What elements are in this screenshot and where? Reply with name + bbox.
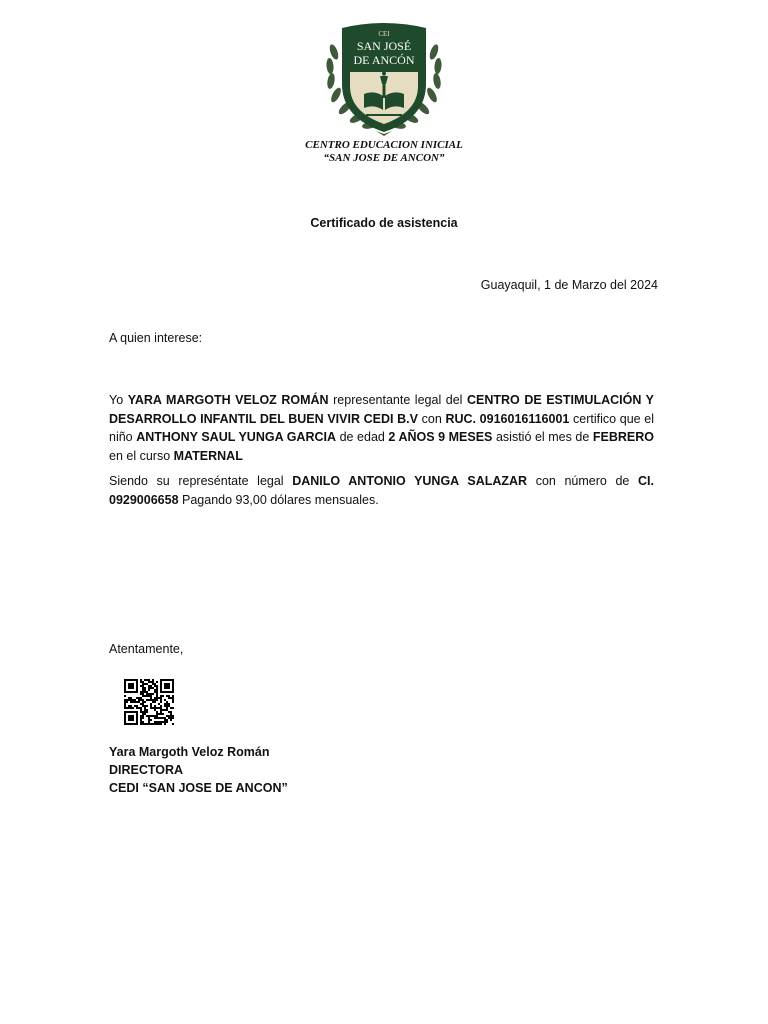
qr-module — [144, 691, 146, 693]
qr-module — [158, 697, 160, 699]
qr-module — [148, 699, 150, 701]
signatory-name: Yara Margoth Veloz Román — [109, 745, 270, 759]
qr-module — [156, 723, 158, 725]
qr-module — [140, 711, 142, 713]
qr-module — [156, 713, 158, 715]
qr-module — [126, 701, 128, 703]
text-run: Yo — [109, 393, 128, 407]
qr-module — [146, 699, 148, 701]
qr-module — [144, 709, 146, 711]
qr-module — [166, 709, 168, 711]
qr-module — [146, 709, 148, 711]
qr-module — [124, 695, 126, 697]
qr-module — [168, 697, 170, 699]
qr-module — [140, 723, 142, 725]
qr-module — [168, 711, 170, 713]
qr-module — [140, 697, 142, 699]
qr-module — [154, 707, 156, 709]
qr-module — [166, 715, 168, 717]
qr-module — [148, 679, 150, 681]
qr-module — [166, 695, 168, 697]
qr-module — [160, 701, 162, 703]
qr-module — [172, 697, 174, 699]
qr-module — [154, 689, 156, 691]
qr-module — [140, 681, 142, 683]
qr-module — [148, 715, 150, 717]
qr-module — [168, 703, 170, 705]
qr-module — [142, 683, 144, 685]
qr-module — [164, 719, 166, 721]
qr-module — [148, 719, 150, 721]
qr-module — [130, 707, 132, 709]
qr-module — [152, 699, 154, 701]
qr-module — [152, 707, 154, 709]
qr-module — [172, 695, 174, 697]
qr-module — [126, 699, 128, 701]
qr-module — [172, 707, 174, 709]
qr-module — [160, 695, 162, 697]
qr-module — [148, 687, 150, 689]
qr-module — [128, 705, 130, 707]
qr-module — [158, 717, 160, 719]
qr-finder — [128, 683, 134, 689]
qr-module — [156, 721, 158, 723]
qr-module — [144, 705, 146, 707]
qr-module — [170, 711, 172, 713]
school-name-line-1: CENTRO EDUCACION INICIAL — [305, 139, 463, 151]
qr-module — [142, 715, 144, 717]
qr-module — [160, 709, 162, 711]
qr-module — [130, 697, 132, 699]
text-run: en el curso — [109, 448, 174, 463]
qr-module — [144, 679, 146, 681]
qr-module — [150, 703, 152, 705]
qr-module — [140, 685, 142, 687]
qr-module — [142, 721, 144, 723]
qr-module — [138, 697, 140, 699]
qr-module — [168, 705, 170, 707]
qr-module — [142, 693, 144, 695]
qr-module — [134, 701, 136, 703]
qr-module — [144, 683, 146, 685]
certification-paragraph — [109, 391, 654, 465]
qr-module — [140, 707, 142, 709]
center-name: CENTRO DE ESTIMULACIÓN Y DESARROLLO INFANTIL DEL BUEN VIVIR CEDI B.V — [109, 393, 655, 426]
qr-module — [152, 693, 154, 695]
qr-module — [130, 699, 132, 701]
qr-module — [154, 691, 156, 693]
qr-module — [144, 713, 146, 715]
qr-module — [136, 701, 138, 703]
qr-module — [154, 723, 156, 725]
qr-module — [164, 721, 166, 723]
qr-module — [142, 689, 144, 691]
qr-module — [150, 693, 152, 695]
qr-module — [142, 717, 144, 719]
qr-module — [140, 709, 142, 711]
qr-module — [154, 717, 156, 719]
qr-module — [172, 699, 174, 701]
qr-module — [158, 713, 160, 715]
qr-module — [146, 695, 148, 697]
qr-module — [164, 703, 166, 705]
qr-module — [130, 705, 132, 707]
school-name — [234, 139, 534, 165]
qr-module — [156, 711, 158, 713]
qr-module — [156, 685, 158, 687]
qr-module — [150, 719, 152, 721]
qr-module — [142, 705, 144, 707]
qr-module — [134, 705, 136, 707]
ruc-number: RUC. 0916016116001 — [445, 411, 570, 426]
qr-module — [160, 723, 162, 725]
qr-module — [148, 693, 150, 695]
qr-module — [154, 701, 156, 703]
qr-module — [170, 719, 172, 721]
qr-module — [136, 705, 138, 707]
qr-module — [154, 685, 156, 687]
salutation: A quien interese: — [109, 331, 203, 345]
qr-module — [156, 681, 158, 683]
qr-module — [156, 707, 158, 709]
qr-module — [144, 687, 146, 689]
qr-module — [172, 715, 174, 717]
representative-paragraph — [109, 472, 654, 509]
qr-module — [154, 709, 156, 711]
qr-module — [150, 723, 152, 725]
qr-module — [168, 717, 170, 719]
text-run: representante legal del — [328, 393, 467, 407]
qr-module — [152, 679, 154, 681]
qr-module — [154, 697, 156, 699]
qr-module — [146, 715, 148, 717]
qr-module — [166, 707, 168, 709]
school-crest-logo — [320, 14, 448, 140]
qr-module — [140, 693, 142, 695]
place-and-date: Guayaquil, 1 de Marzo del 2024 — [480, 278, 658, 292]
qr-module — [162, 717, 164, 719]
qr-module — [160, 721, 162, 723]
qr-module — [142, 703, 144, 705]
qr-module — [154, 699, 156, 701]
qr-module — [162, 695, 164, 697]
qr-module — [140, 721, 142, 723]
qr-module — [156, 687, 158, 689]
qr-module — [150, 685, 152, 687]
qr-module — [144, 723, 146, 725]
qr-finder — [164, 683, 170, 689]
qr-module — [154, 721, 156, 723]
svg-text:DE ANCÓN: DE ANCÓN — [353, 53, 415, 67]
qr-module — [162, 713, 164, 715]
qr-module — [142, 701, 144, 703]
signatory-role: DIRECTORA — [109, 763, 184, 777]
qr-module — [166, 719, 168, 721]
qr-module — [166, 701, 168, 703]
qr-module — [132, 701, 134, 703]
text-run: con — [418, 411, 446, 426]
qr-module — [142, 723, 144, 725]
qr-module — [150, 705, 152, 707]
qr-module — [128, 707, 130, 709]
qr-module — [146, 679, 148, 681]
qr-module — [172, 717, 174, 719]
qr-module — [156, 699, 158, 701]
text-run: de edad — [336, 430, 389, 444]
qr-module — [138, 699, 140, 701]
qr-module — [156, 693, 158, 695]
qr-module — [124, 707, 126, 709]
qr-module — [170, 707, 172, 709]
qr-module — [162, 721, 164, 723]
qr-module — [160, 717, 162, 719]
qr-module — [138, 701, 140, 703]
qr-module — [156, 697, 158, 699]
qr-module — [164, 705, 166, 707]
representative-name: DANILO ANTONIO YUNGA SALAZAR — [292, 474, 528, 488]
qr-module — [130, 701, 132, 703]
document-title: Certificado de asistencia — [310, 216, 458, 230]
qr-module — [126, 707, 128, 709]
qr-module — [148, 721, 150, 723]
qr-module — [136, 707, 138, 709]
qr-module — [148, 685, 150, 687]
course-name: MATERNAL — [173, 448, 243, 463]
qr-module — [146, 723, 148, 725]
text-run: Siendo su represéntate legal — [109, 474, 293, 488]
qr-module — [156, 691, 158, 693]
qr-module — [140, 703, 142, 705]
qr-module — [150, 687, 152, 689]
qr-module — [132, 707, 134, 709]
qr-module — [148, 723, 150, 725]
qr-module — [152, 715, 154, 717]
signatory-institution: CEDI “SAN JOSE DE ANCON” — [109, 781, 288, 795]
qr-module — [158, 707, 160, 709]
qr-module — [132, 699, 134, 701]
director-name: YARA MARGOTH VELOZ ROMÁN — [127, 393, 329, 407]
qr-module — [152, 683, 154, 685]
qr-module — [140, 717, 142, 719]
qr-module — [146, 711, 148, 713]
qr-module — [138, 707, 140, 709]
qr-module — [142, 713, 144, 715]
child-age: 2 AÑOS 9 MESES — [388, 430, 493, 444]
qr-module — [156, 715, 158, 717]
text-run: Pagando 93,00 dólares mensuales. — [178, 492, 379, 507]
qr-module — [146, 683, 148, 685]
qr-module — [156, 717, 158, 719]
qr-module — [166, 705, 168, 707]
qr-module — [158, 721, 160, 723]
qr-module — [152, 687, 154, 689]
text-run: certifico que el niño — [109, 411, 654, 444]
qr-module — [144, 711, 146, 713]
qr-module — [152, 723, 154, 725]
qr-module — [152, 701, 154, 703]
qr-module — [160, 711, 162, 713]
signature-block — [109, 743, 288, 797]
qr-module — [170, 713, 172, 715]
closing: Atentamente, — [109, 642, 184, 656]
qr-module — [156, 689, 158, 691]
qr-finder — [128, 715, 134, 721]
qr-module — [142, 711, 144, 713]
qr-module — [142, 699, 144, 701]
qr-module — [150, 707, 152, 709]
qr-module — [124, 701, 126, 703]
qr-module — [150, 695, 152, 697]
school-name-line-2: “SAN JOSE DE ANCON” — [323, 152, 445, 164]
qr-module — [164, 699, 166, 701]
text-run: asistió el mes de — [492, 430, 593, 444]
qr-module — [144, 689, 146, 691]
qr-module — [162, 709, 164, 711]
qr-module — [124, 699, 126, 701]
qr-module — [148, 689, 150, 691]
qr-module — [144, 707, 146, 709]
qr-module — [124, 705, 126, 707]
qr-module — [164, 709, 166, 711]
qr-module — [142, 695, 144, 697]
id-number: CI. 0929006658 — [109, 474, 654, 507]
qr-module — [146, 705, 148, 707]
attendance-month: FEBRERO — [592, 430, 654, 444]
qr-module — [128, 697, 130, 699]
qr-module — [170, 697, 172, 699]
certificate-body — [109, 391, 654, 516]
child-name: ANTHONY SAUL YUNGA GARCIA — [136, 430, 337, 444]
qr-module — [148, 695, 150, 697]
qr-module — [170, 717, 172, 719]
qr-module — [170, 715, 172, 717]
qr-module — [150, 697, 152, 699]
qr-module — [154, 715, 156, 717]
qr-module — [160, 713, 162, 715]
qr-module — [154, 683, 156, 685]
qr-module — [136, 697, 138, 699]
qr-module — [160, 697, 162, 699]
qr-module — [128, 699, 130, 701]
qr-module — [142, 685, 144, 687]
qr-module — [164, 717, 166, 719]
qr-module — [166, 721, 168, 723]
text-run: con número de — [527, 474, 639, 488]
qr-module — [148, 717, 150, 719]
qr-module — [142, 681, 144, 683]
qr-module — [164, 723, 166, 725]
qr-module — [140, 679, 142, 681]
qr-module — [142, 691, 144, 693]
qr-code — [124, 679, 174, 725]
qr-module — [140, 719, 142, 721]
qr-module — [154, 705, 156, 707]
svg-text:CEI: CEI — [378, 30, 390, 38]
qr-module — [140, 691, 142, 693]
qr-module — [134, 699, 136, 701]
qr-module — [158, 723, 160, 725]
qr-module — [144, 695, 146, 697]
qr-module — [142, 687, 144, 689]
qr-module — [158, 703, 160, 705]
qr-module — [144, 701, 146, 703]
qr-module — [160, 699, 162, 701]
qr-module — [140, 699, 142, 701]
qr-module — [156, 695, 158, 697]
qr-module — [148, 681, 150, 683]
qr-module — [166, 703, 168, 705]
qr-module — [150, 681, 152, 683]
qr-module — [172, 723, 174, 725]
qr-module — [146, 693, 148, 695]
qr-module — [124, 703, 126, 705]
qr-module — [150, 715, 152, 717]
svg-text:SAN JOSÉ: SAN JOSÉ — [356, 39, 412, 53]
qr-module — [172, 701, 174, 703]
qr-module — [160, 705, 162, 707]
qr-module — [152, 681, 154, 683]
qr-module — [168, 695, 170, 697]
qr-module — [168, 715, 170, 717]
qr-module — [146, 691, 148, 693]
qr-module — [160, 707, 162, 709]
qr-module — [150, 699, 152, 701]
qr-module — [140, 715, 142, 717]
